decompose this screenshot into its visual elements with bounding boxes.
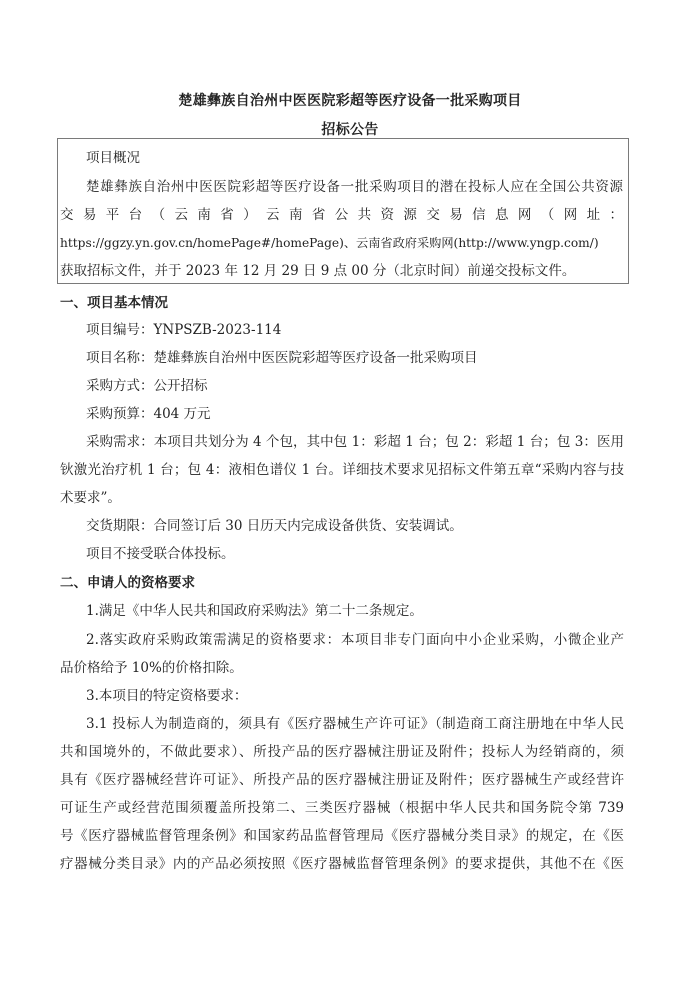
requirement-1: 1.满足《中华人民共和国政府采购法》第二十二条规定。	[86, 603, 423, 619]
overview-line-2: 交易平台（云南省）云南省公共资源交易信息网（网址：	[60, 207, 623, 223]
overview-heading: 项目概况	[86, 150, 140, 166]
procurement-budget: 采购预算：404 万元	[86, 406, 211, 422]
consortium-note: 项目不接受联合体投标。	[86, 546, 235, 562]
requirement-3: 3.本项目的特定资格要求：	[86, 688, 248, 704]
procurement-demand-line-1: 采购需求：本项目共划分为 4 个包，其中包 1：彩超 1 台；包 2：彩超 1 台；包 3：医用	[86, 434, 624, 450]
project-number: 项目编号：YNPSZB-2023-114	[86, 322, 282, 338]
overview-line-4: 获取招标文件，并于 2023 年 12 月 29 日 9 点 00 分（北京时间）前递交投标文件。	[60, 263, 576, 279]
requirement-3-1-line-4: 可证生产或经营范围须覆盖所投第二、三类医疗器械（根据中华人民共和国务院令第 739	[60, 800, 624, 816]
procurement-demand-line-3: 术要求”。	[60, 490, 121, 506]
requirement-3-1-line-5: 号《医疗器械监督管理条例》和国家药品监督管理局《医疗器械分类目录》的规定，在《医	[60, 828, 624, 844]
procurement-demand-line-2: 钬激光治疗机 1 台；包 4：液相色谱仪 1 台。详细技术要求见招标文件第五章“采购内容与技	[60, 462, 624, 478]
project-name: 项目名称：楚雄彝族自治州中医医院彩超等医疗设备一批采购项目	[86, 350, 478, 366]
requirement-2-line-2: 品价格给予 10%的价格扣除。	[60, 660, 243, 676]
document-title: 楚雄彝族自治州中医医院彩超等医疗设备一批采购项目	[178, 93, 522, 109]
section-1-heading: 一、项目基本情况	[60, 295, 168, 311]
requirement-3-1-line-3: 具有《医疗器械经营许可证》、所投产品的医疗器械注册证及附件；医疗器械生产或经营许	[60, 772, 624, 788]
requirement-3-1-line-2: 共和国境外的，不做此要求）、所投产品的医疗器械注册证及附件；投标人为经销商的，须	[60, 744, 624, 760]
requirement-2-line-1: 2.落实政府采购政策需满足的资格要求：本项目非专门面向中小企业采购，小微企业产	[86, 632, 624, 648]
overview-line-1: 楚雄彝族自治州中医医院彩超等医疗设备一批采购项目的潜在投标人应在全国公共资源	[86, 179, 623, 195]
requirement-3-1-line-6: 疗器械分类目录》内的产品必须按照《医疗器械监督管理条例》的要求提供，其他不在《医	[60, 856, 624, 872]
section-2-heading: 二、申请人的资格要求	[60, 575, 195, 591]
document-subtitle: 招标公告	[321, 122, 379, 138]
overview-line-3: https://ggzy.yn.gov.cn/homePage#/homePage)、云南省政府采购网(http://www.yngp.com/)	[60, 236, 599, 250]
delivery-term: 交货期限：合同签订后 30 日历天内完成设备供货、安装调试。	[86, 518, 463, 534]
procurement-method: 采购方式：公开招标	[86, 378, 208, 394]
requirement-3-1-line-1: 3.1 投标人为制造商的，须具有《医疗器械生产许可证》（制造商工商注册地在中华人民	[86, 716, 624, 732]
